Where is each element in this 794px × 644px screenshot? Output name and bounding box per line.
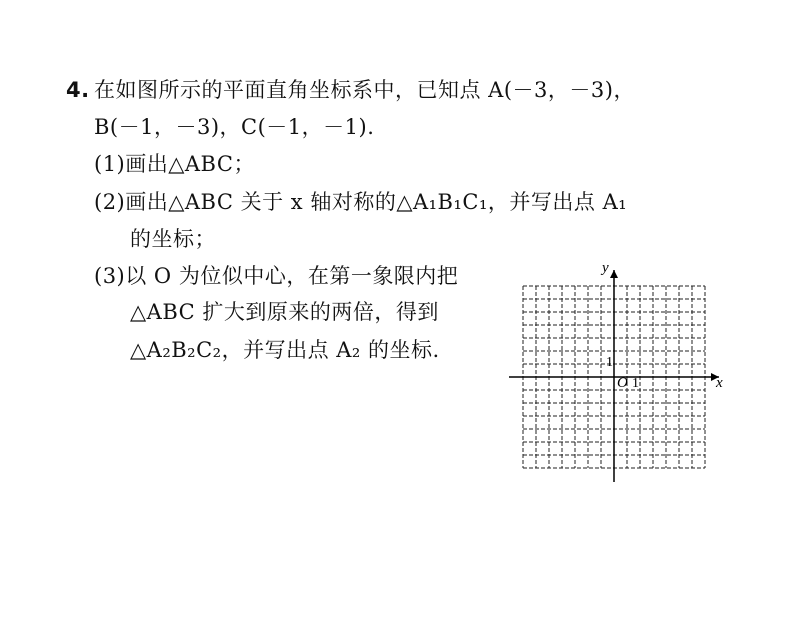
problem-part3-line1: (3)以 O 为位似中心，在第一象限内把 xyxy=(94,264,459,288)
y-axis-label: y xyxy=(602,260,609,276)
problem-stem-line2: B(－1，－3)，C(－1，－1). xyxy=(94,115,375,139)
origin-label: O xyxy=(617,375,628,391)
problem-stem-line1: 在如图所示的平面直角坐标系中，已知点 A(－3，－3)， xyxy=(94,78,635,102)
y-axis-arrow xyxy=(610,270,618,278)
x-axis-label: x xyxy=(716,375,723,391)
y-tick-label: 1 xyxy=(606,355,613,370)
x-tick-label: 1 xyxy=(632,376,639,391)
problem-part3-line3: △A₂B₂C₂，并写出点 A₂ 的坐标. xyxy=(130,338,440,362)
axes xyxy=(509,270,719,482)
coordinate-grid xyxy=(500,250,740,490)
problem-part3-line2: △ABC 扩大到原来的两倍，得到 xyxy=(130,300,439,324)
problem-part2-line2: 的坐标； xyxy=(130,227,216,251)
problem-part1: (1)画出△ABC； xyxy=(94,152,255,176)
problem-part2-line1: (2)画出△ABC 关于 x 轴对称的△A₁B₁C₁，并写出点 A₁ xyxy=(94,190,628,214)
problem-number: 4. xyxy=(66,78,90,102)
